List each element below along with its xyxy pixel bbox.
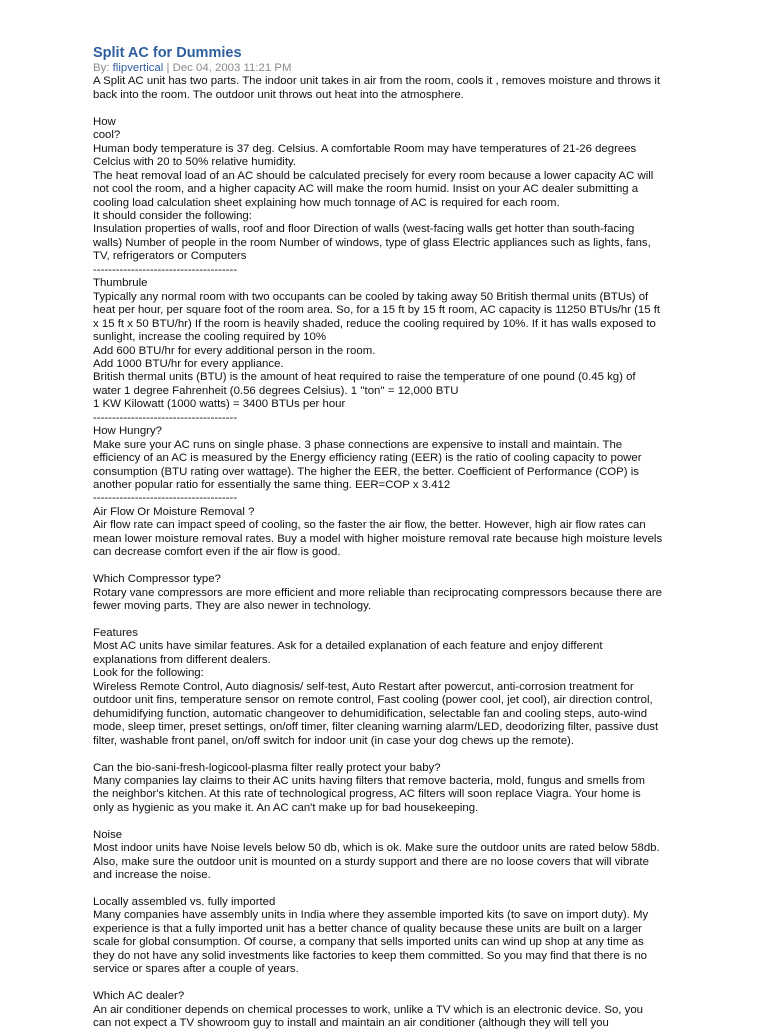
body-line: another popular ratio for essentially the same thing. EER=COP x 3.412	[93, 479, 451, 492]
body-line: explanations from different dealers.	[93, 653, 271, 666]
paragraph-gap	[93, 815, 683, 828]
body-line: Add 600 BTU/hr for every additional person in the room.	[93, 344, 376, 357]
body-line: Which Compressor type?	[93, 573, 221, 586]
body-line: Air flow rate can impact speed of cooling, so the faster the air flow, the better. However, high air flow rates can	[93, 519, 646, 532]
article-byline	[93, 62, 683, 75]
body-line: the neighbor's kitchen. At this rate of technological progress, AC filters will soon replace Viagra. Your home is	[93, 788, 641, 801]
body-line: Locally assembled vs. fully imported	[93, 896, 276, 908]
body-line: they do not have any solid investments like factories to keep them committed. So you may find that there is no	[93, 949, 647, 962]
body-line: Look for the following:	[93, 667, 204, 680]
paragraph-gap	[93, 560, 683, 573]
body-line: --------------------------------------	[93, 492, 238, 505]
paragraph-gap	[93, 748, 683, 761]
body-line: mean lower moisture removal rates. Buy a model with higher moisture removal rate because high moisture levels	[93, 532, 663, 545]
body-line: walls) Number of people in the room Number of windows, type of glass Electric appliances such as lights, fans,	[93, 236, 651, 249]
body-line: The heat removal load of an AC should be calculated precisely for every room because a lower capacity AC will	[93, 169, 654, 182]
body-line: can not expect a TV showroom guy to install and maintain an air conditioner (although they will tell you	[93, 1017, 609, 1030]
paragraph-gap	[93, 102, 683, 115]
article-title: Split AC for Dummies	[93, 45, 242, 61]
body-line: efficiency of an AC is measured by the Energy efficiency rating (EER) is the ratio of cooling capacity to power	[93, 452, 642, 465]
body-line: outdoor unit fins, temperature sensor on remote control, Fast cooling (power cool, jet cool), air direction control,	[93, 694, 653, 707]
byline-separator: |	[166, 62, 170, 74]
body-line: dehumidifying function, automatic changeover to dehumidification, selectable fan and cooling steps, auto-wind	[93, 707, 648, 720]
body-line: Air Flow Or Moisture Removal ?	[93, 505, 255, 518]
body-line: Also, make sure the outdoor unit is mounted on a sturdy support and there are no loose covers that will vibrate	[93, 855, 649, 868]
body-line: Rotary vane compressors are more efficient and more reliable than reciprocating compressors because there are	[93, 586, 662, 599]
body-line: filter, washable front panel, on/off switch for indoor unit (in case your dog chews up the remote).	[93, 734, 574, 747]
body-line: and increase the noise.	[93, 869, 211, 882]
body-line: cool?	[93, 129, 121, 142]
body-line: Add 1000 BTU/hr for every appliance.	[93, 357, 284, 370]
body-line: British thermal units (BTU) is the amount of heat required to raise the temperature of one pound (0.45 kg) of	[93, 371, 636, 384]
article	[93, 44, 683, 1031]
body-line: Celcius with 20 to 50% relative humidity.	[93, 156, 297, 169]
body-line: Noise	[93, 828, 123, 841]
body-line: Most indoor units have Noise levels below 50 db, which is ok. Make sure the outdoor units are rated below 58db.	[93, 842, 660, 855]
body-line: back into the room. The outdoor unit throws out heat into the atmosphere.	[93, 88, 464, 101]
body-line: TV, refrigerators or Computers	[93, 250, 247, 263]
post-date: Dec 04, 2003 11:21 PM	[172, 62, 292, 74]
body-line: Thumbrule	[93, 277, 148, 290]
body-line: mode, sleep timer, preset settings, on/off timer, filter cleaning warning alarm/LED, deodorizing filter, passive dust	[93, 721, 659, 734]
body-line: consumption (BTU rating over wattage). The higher the EER, the better. Coefficient of Performance (COP) is	[93, 465, 639, 478]
body-line: --------------------------------------	[93, 411, 238, 424]
body-line: Can the bio-sani-fresh-logicool-plasma filter really protect your baby?	[93, 761, 441, 774]
body-line: A Split AC unit has two parts. The indoor unit takes in air from the room, cools it , removes moisture and throws it	[93, 75, 661, 88]
body-line: --------------------------------------	[93, 263, 238, 276]
body-line: only as hygienic as you make it. An AC can't make up for bad housekeeping.	[93, 801, 479, 814]
body-line: sunlight, increase the cooling required by 10%	[93, 331, 327, 344]
body-line: Wireless Remote Control, Auto diagnosis/ self-test, Auto Restart after powercut, anti-corrosion treatment for	[93, 680, 634, 693]
body-line: Insulation properties of walls, roof and floor Direction of walls (west-facing walls get hotter than south-facing	[93, 223, 635, 236]
body-line: scale for global consumption. Of course, a company that sells imported units can wind up shop at any time as	[93, 936, 644, 949]
paragraph-gap	[93, 614, 683, 627]
body-line: heat per hour, per square foot of the room area. So, for a 15 ft by 15 ft room, AC capacity is 11250 BTUs/hr (15 ft	[93, 304, 661, 317]
article-body	[93, 75, 683, 1030]
body-line: How	[93, 115, 116, 128]
body-line: It should consider the following:	[93, 209, 252, 222]
body-line: experience is that a fully imported unit has a better chance of quality because these units are built on a larger	[93, 922, 642, 935]
body-line: Features	[93, 626, 138, 639]
byline-prefix: By:	[93, 62, 110, 74]
paragraph-gap	[93, 883, 683, 896]
body-line: Most AC units have similar features. Ask for a detailed explanation of each feature and enjoy different	[93, 640, 603, 653]
body-line: Make sure your AC runs on single phase. 3 phase connections are expensive to install and maintain. The	[93, 438, 623, 451]
body-line: Typically any normal room with two occupants can be cooled by taking away 50 British thermal units (BTUs) of	[93, 290, 649, 303]
body-line: can decrease comfort even if the air flow is good.	[93, 546, 341, 559]
body-line: water 1 degree Fahrenheit (0.56 degrees Celsius). 1 ''ton'' = 12,000 BTU	[93, 384, 459, 397]
body-line: Many companies have assembly units in India where they assemble imported kits (to save on import duty). My	[93, 909, 649, 922]
paragraph-gap	[93, 977, 683, 990]
body-line: Which AC dealer?	[93, 990, 185, 1003]
body-line: x 15 ft x 50 BTU/hr) If the room is heavily shaded, reduce the cooling required by 10%. If it has walls exposed to	[93, 317, 656, 330]
body-line: 1 KW Kilowatt (1000 watts) = 3400 BTUs per hour	[93, 398, 346, 411]
body-line: service or spares after a couple of years.	[93, 963, 299, 976]
body-line: not cool the room, and a higher capacity AC will make the room humid. Insist on your AC dealer submitting a	[93, 183, 639, 196]
body-line: Many companies lay claims to their AC units having filters that remove bacteria, mold, fungus and smells from	[93, 774, 646, 787]
body-line: Human body temperature is 37 deg. Celsius. A comfortable Room may have temperatures of 21-26 degrees	[93, 142, 637, 155]
body-line: fewer moving parts. They are also newer in technology.	[93, 600, 372, 613]
body-line: How Hungry?	[93, 425, 163, 438]
body-line: An air conditioner depends on chemical processes to work, unlike a TV which is an electronic device. So, you	[93, 1003, 643, 1016]
body-line: cooling load calculation sheet explaining how much tonnage of AC is required for each room.	[93, 196, 560, 209]
author-link[interactable]: flipvertical	[112, 62, 164, 74]
